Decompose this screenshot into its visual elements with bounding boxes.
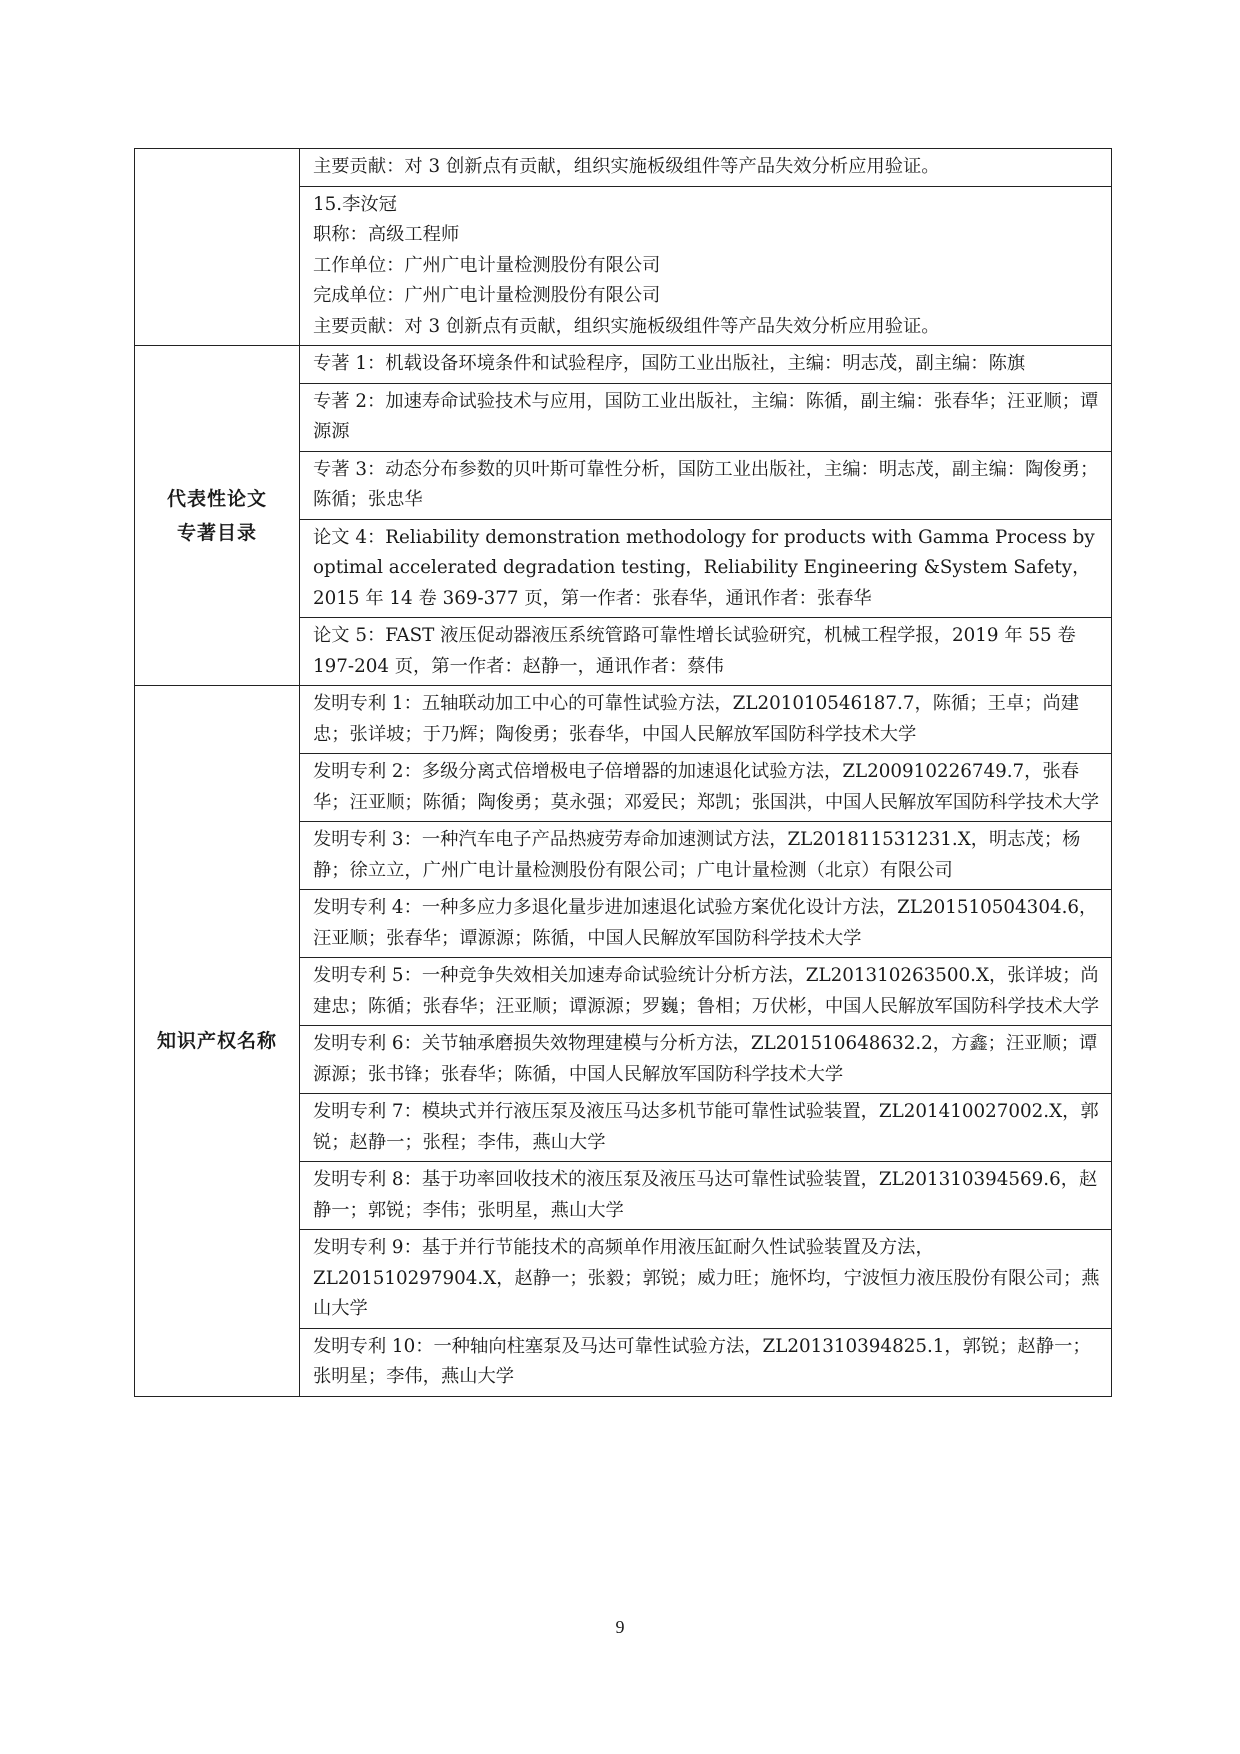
member-work-unit: 工作单位：广州广电计量检测股份有限公司 (313, 254, 661, 276)
team-member-15 (300, 186, 1112, 346)
paper-item: 专著 1：机载设备环境条件和试验程序，国防工业出版社，主编：明志茂，副主编：陈旗 (300, 346, 1112, 384)
member-completion-unit: 完成单位：广州广电计量检测股份有限公司 (313, 285, 661, 306)
papers-label: 代表性论文 专著目录 (135, 346, 300, 686)
patent-item: 发明专利 5：一种竞争失效相关加速寿命试验统计分析方法，ZL201310263500.X，张详坡；尚建忠；陈循；张春华；汪亚顺；谭源源；罗巍；鲁相；万伏彬，中国人民解放军国防科学技术大学 (300, 958, 1112, 1026)
paper-item: 专著 2：加速寿命试验技术与应用，国防工业出版社，主编：陈循，副主编：张春华；汪亚顺；谭源源 (300, 383, 1112, 451)
member-title: 职称：高级工程师 (313, 224, 460, 245)
paper-item: 论文 4：Reliability demonstration methodology for products with Gamma Process by optimal accelerated degradation testing，Reliability Engineering &System Safety，2015 年 14 卷 369-377 页，第一作者：张春华，通讯作者：张春华 (300, 519, 1112, 618)
paper-row (135, 346, 1112, 384)
patent-item: 发明专利 3：一种汽车电子产品热疲劳寿命加速测试方法，ZL201811531231.X，明志茂；杨静；徐立立，广州广电计量检测股份有限公司；广电计量检测（北京）有限公司 (300, 822, 1112, 890)
team-row-contribution (135, 149, 1112, 187)
patent-item: 发明专利 6：关节轴承磨损失效物理建模与分析方法，ZL201510648632.2，方鑫；汪亚顺；谭源源；张书锋；张春华；陈循，中国人民解放军国防科学技术大学 (300, 1026, 1112, 1094)
paper-item: 论文 5：FAST 液压促动器液压系统管路可靠性增长试验研究，机械工程学报，2019 年 55 卷 197-204 页，第一作者：赵静一，通讯作者：蔡伟 (300, 618, 1112, 686)
member-contribution: 主要贡献：对 3 创新点有贡献，组织实施板级组件等产品失效分析应用验证。 (313, 315, 940, 337)
page-number: 9 (615, 1617, 625, 1637)
achievement-table (134, 148, 1112, 1397)
patent-item: 发明专利 10：一种轴向柱塞泵及马达可靠性试验方法，ZL201310394825.1，郭锐；赵静一；张明星；李伟，燕山大学 (300, 1328, 1112, 1396)
team-label-cell (135, 149, 300, 346)
patent-row (135, 686, 1112, 754)
patent-item: 发明专利 4：一种多应力多退化量步进加速退化试验方案优化设计方法，ZL201510504304.6，汪亚顺；张春华；谭源源；陈循，中国人民解放军国防科学技术大学 (300, 890, 1112, 958)
patent-item: 发明专利 7：模块式并行液压泵及液压马达多机节能可靠性试验装置，ZL201410027002.X，郭锐；赵静一；张程；李伟，燕山大学 (300, 1094, 1112, 1162)
team-prev-contribution: 主要贡献：对 3 创新点有贡献，组织实施板级组件等产品失效分析应用验证。 (300, 149, 1112, 187)
member-name: 15.李汝冠 (313, 193, 397, 215)
paper-item: 专著 3：动态分布参数的贝叶斯可靠性分析，国防工业出版社，主编：明志茂，副主编：陶俊勇；陈循；张忠华 (300, 451, 1112, 519)
patent-item: 发明专利 2：多级分离式倍增极电子倍增器的加速退化试验方法，ZL200910226749.7，张春华；汪亚顺；陈循；陶俊勇；莫永强；邓爱民；郑凯；张国洪，中国人民解放军国防科学技术大学 (300, 754, 1112, 822)
patent-item: 发明专利 9：基于并行节能技术的高频单作用液压缸耐久性试验装置及方法，ZL201510297904.X，赵静一；张毅；郭锐；威力旺；施怀均，宁波恒力液压股份有限公司；燕山大学 (300, 1230, 1112, 1329)
patent-item: 发明专利 8：基于功率回收技术的液压泵及液压马达可靠性试验装置，ZL201310394569.6，赵静一；郭锐；李伟；张明星，燕山大学 (300, 1162, 1112, 1230)
patents-label: 知识产权名称 (135, 686, 300, 1397)
patent-item: 发明专利 1：五轴联动加工中心的可靠性试验方法，ZL201010546187.7，陈循；王卓；尚建忠；张详坡；于乃辉；陶俊勇；张春华，中国人民解放军国防科学技术大学 (300, 686, 1112, 754)
